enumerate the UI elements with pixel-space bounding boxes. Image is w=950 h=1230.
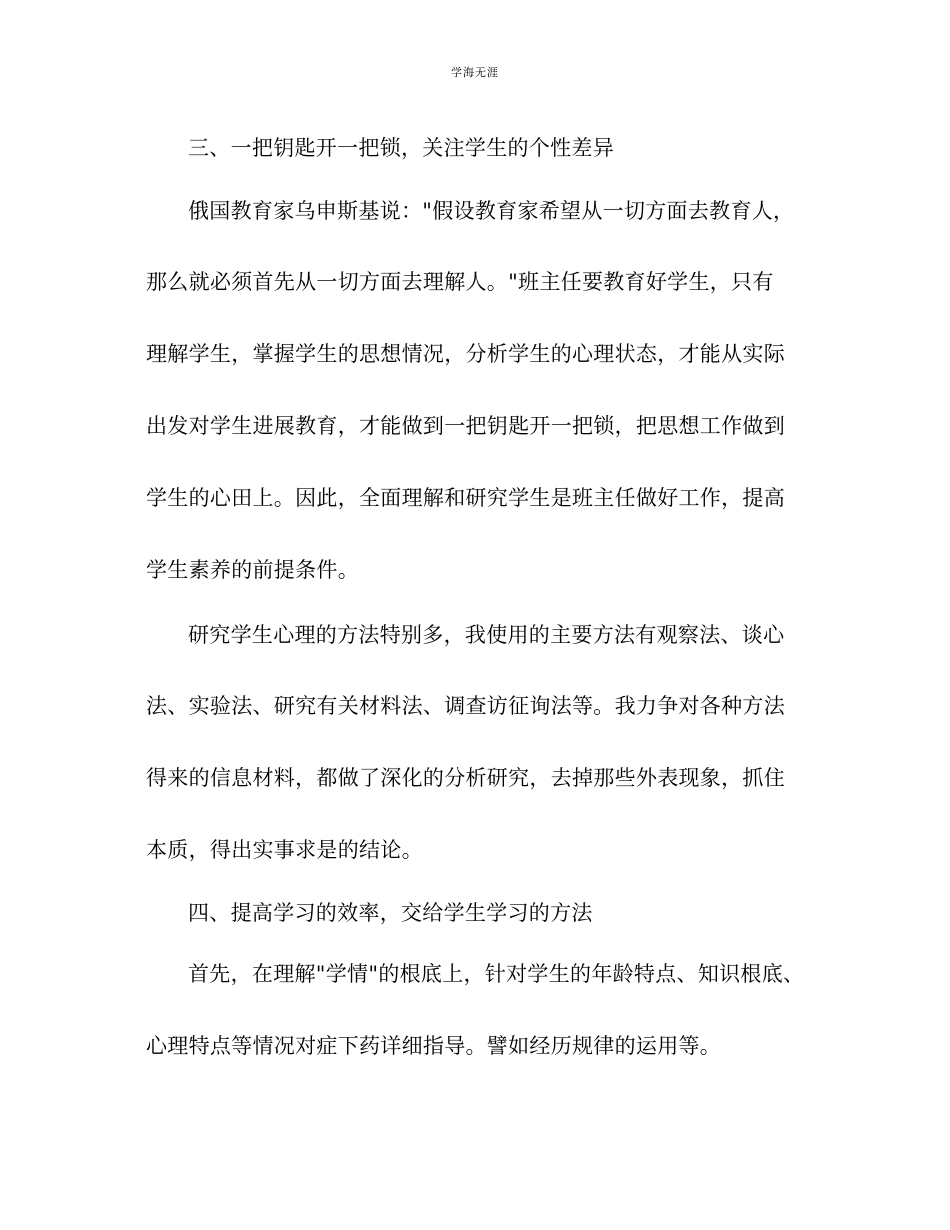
section-heading: 三、一把钥匙开一把锁，关注学生的个性差异 [188,136,614,160]
paragraph-line: 那么就必须首先从一切方面去理解人。"班主任要教育好学生，只有 [146,270,774,294]
paragraph-line: 法、实验法、研究有关材料法、调查访征询法等。我力争对各种方法 [146,694,785,718]
paragraph-line: 俄国教育家乌申斯基说："假设教育家希望从一切方面去教育人， [188,199,795,223]
paragraph-line: 心理特点等情况对症下药详细指导。譬如经历规律的运用等。 [146,1034,722,1058]
paragraph-line: 学生的心田上。因此，全面理解和研究学生是班主任做好工作，提高 [146,486,785,510]
paragraph-line: 出发对学生进展教育，才能做到一把钥匙开一把锁，把思想工作做到 [146,414,785,438]
paragraph-line: 研究学生心理的方法特别多，我使用的主要方法有观察法、谈心 [188,623,785,647]
paragraph-line: 首先，在理解"学情"的根底上，针对学生的年龄特点、知识根底、 [188,962,805,986]
section-heading: 四、提高学习的效率，交给学生学习的方法 [188,901,593,925]
paragraph-line: 本质，得出实事求是的结论。 [146,838,423,862]
paragraph-line: 得来的信息材料，都做了深化的分析研究，去掉那些外表现象，抓住 [146,766,785,790]
paragraph-line: 学生素养的前提条件。 [146,558,359,582]
page-header: 学海无涯 [451,66,499,79]
paragraph-line: 理解学生，掌握学生的思想情况，分析学生的心理状态，才能从实际 [146,342,785,366]
